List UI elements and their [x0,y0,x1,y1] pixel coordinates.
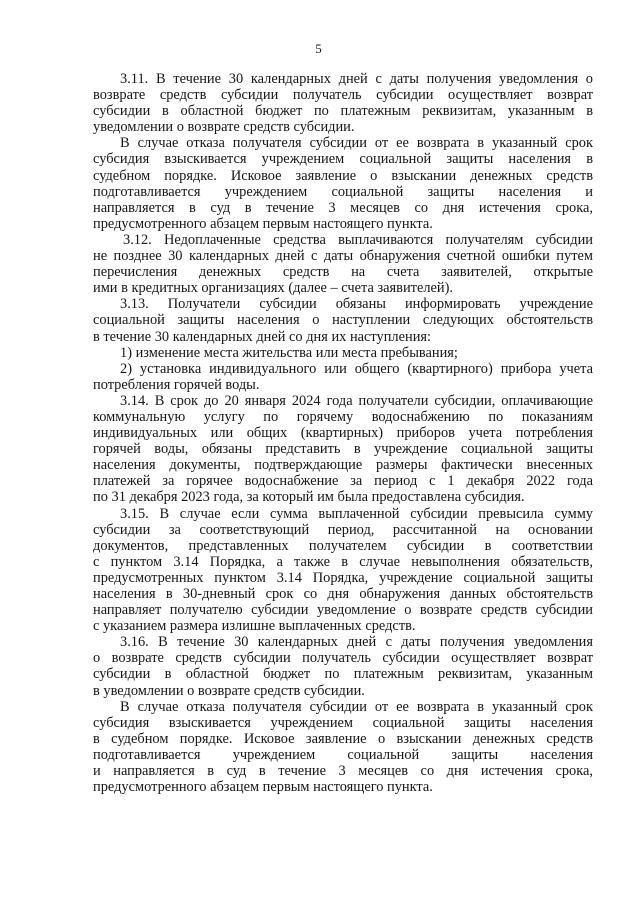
text-line: и направляется в суд в течение 3 месяцев со дня истечения срока, [93,763,593,780]
text-line: судебном порядке. Исковое заявление о взыскании денежных средств [93,167,593,184]
text-line: с указанием размера излишне выплаченных средств. [93,618,416,635]
text-line: предусмотренных пунктом 3.14 Порядка, учреждение социальной защиты [93,569,593,586]
text-line: в уведомлении о возврате средств субсидии. [93,682,365,699]
text-line: 3.14. В срок до 20 января 2024 года получатели субсидии, оплачивающие [120,392,593,409]
text-line: перечисления денежных средств на счета заявителей, открытые [93,264,593,281]
text-line: 3.16. В течение 30 календарных дней с даты получения уведомления [120,634,593,651]
text-line: с пунктом 3.14 Порядка, а также в случае невыполнения обязательств, [93,553,593,570]
text-line: уведомлении о возврате средств субсидии. [93,119,355,136]
text-line: социальной защиты населения о наступлении следующих обстоятельств [93,312,593,329]
text-line: субсидия взыскивается учреждением социальной защиты населения [93,714,593,731]
document-body [93,71,593,795]
text-line: населения в 30-дневный срок со дня обнаружения данных обстоятельств [93,586,593,602]
text-line: не позднее 30 календарных дней с даты обнаружения счетной ошибки путем [93,248,593,265]
text-line: возврате средств субсидии получатель субсидии осуществляет возврат [93,87,593,104]
text-line: субсидии в областной бюджет по платежным реквизитам, указанным [93,666,593,683]
text-line: индивидуальных или общих (квартирных) приборов учета потребления [93,425,593,442]
text-line: о возврате средств субсидии получатель субсидии осуществляет возврат [93,650,593,667]
text-line: предусмотренного абзацем первым настоящего пункта. [93,779,433,796]
text-line: в судебном порядке. Исковое заявление о взыскании денежных средств [93,730,593,747]
text-line: коммунальную услугу по горячему водоснабжению по показаниям [93,408,593,425]
text-line: предусмотренного абзацем первым настоящего пункта. [93,215,433,232]
page-number: 5 [315,41,322,56]
text-line: 1) изменение места жительства или места пребывания; [120,344,458,361]
text-line: платежей за горячее водоснабжение за период с 1 декабря 2022 года [93,473,593,490]
text-line: в течение 30 календарных дней со дня их наступления: [93,328,432,345]
text-line: В случае отказа получателя субсидии от ее возврата в указанный срок [120,698,593,715]
text-line: 3.15. В случае если сумма выплаченной субсидии превысила сумму [120,505,593,522]
text-line: ими в кредитных организациях (далее – счета заявителей). [93,280,453,297]
text-line: субсидии за соответствующий период, рассчитанной на основании [93,521,593,538]
text-line: 3.12. Недоплаченные средства выплачиваются получателям субсидии [123,231,593,248]
text-line: по 31 декабря 2023 года, за который им была предоставлена субсидия. [93,489,525,506]
text-line: 2) установка индивидуального или общего (квартирного) прибора учета [120,360,593,377]
text-line: документов, представленных получателем субсидии в соответствии [93,537,593,554]
text-line: потребления горячей воды. [93,376,260,393]
text-line: населения документы, подтверждающие размеры фактически внесенных [93,457,593,474]
text-line: подготавливается учреждением социальной защиты населения [93,746,593,763]
text-line: горячей воды, обязаны представить в учреждение социальной защиты [93,441,593,458]
text-line: субсидия взыскивается учреждением социальной защиты населения в [93,151,593,168]
text-line: В случае отказа получателя субсидии от ее возврата в указанный срок [120,135,593,152]
text-line: направляется в суд в течение 3 месяцев со дня истечения срока, [93,199,593,216]
text-line: субсидии в областной бюджет по платежным реквизитам, указанным в [93,103,593,120]
text-line: подготавливается учреждением социальной защиты населения и [93,183,593,200]
text-line: 3.13. Получатели субсидии обязаны информировать учреждение [120,296,593,313]
text-line: 3.11. В течение 30 календарных дней с даты получения уведомления о [120,71,593,87]
text-line: направляет получателю субсидии уведомление о возврате средств субсидии [93,602,593,619]
